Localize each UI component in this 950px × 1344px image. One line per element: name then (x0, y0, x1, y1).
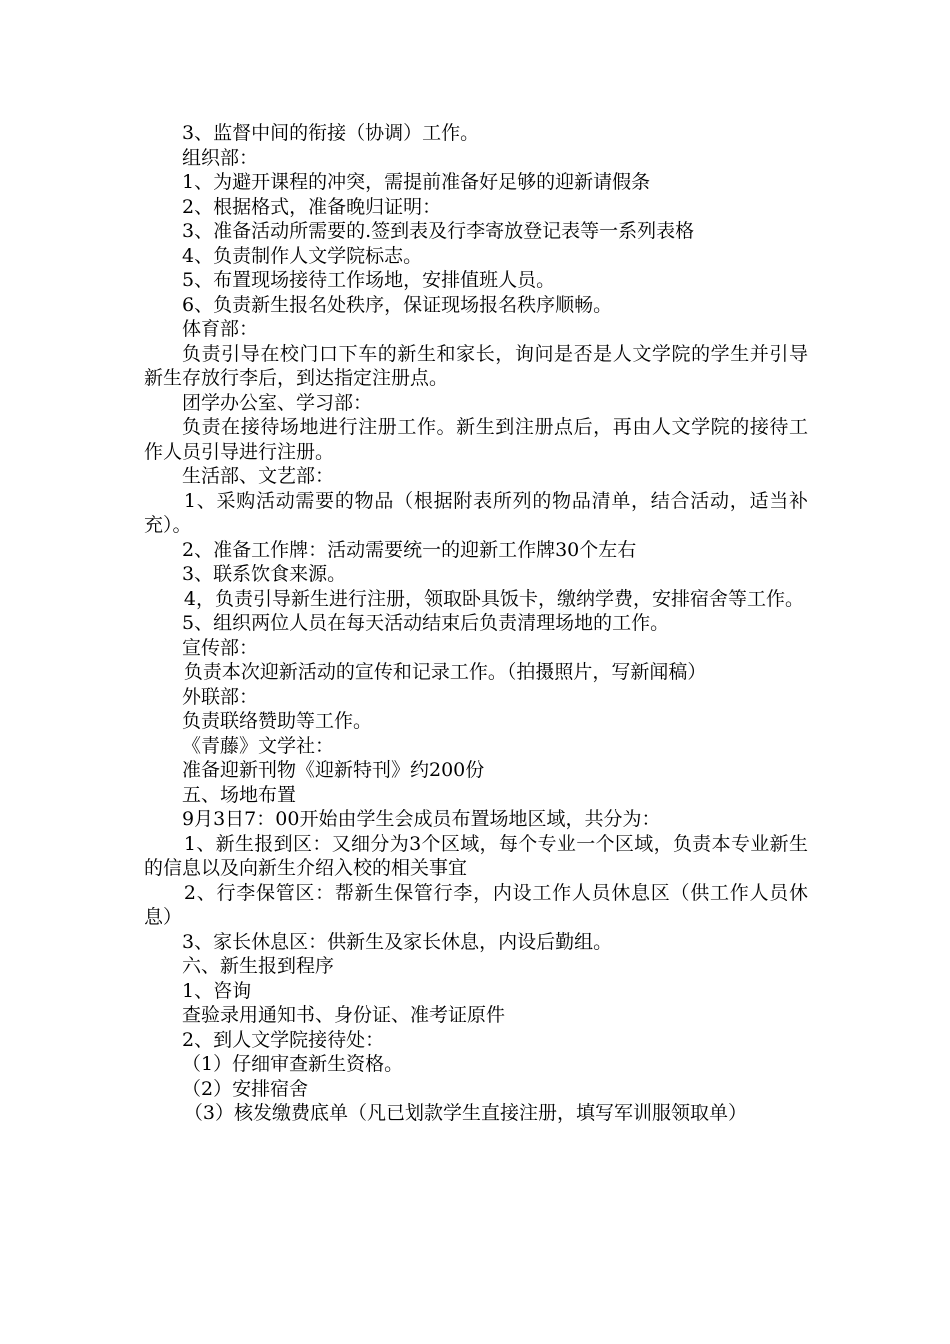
text-line: 5、布置现场接待工作场地，安排值班人员。 (182, 269, 556, 291)
text-line: 1、为避开课程的冲突，需提前准备好足够的迎新请假条 (182, 171, 651, 193)
text-line: 9月3日7：00开始由学生会成员布置场地区域，共分为： (182, 808, 661, 830)
text-line: 组织部： (182, 146, 259, 169)
text-line: 查验录用通知书、身份证、准考证原件 (182, 1004, 506, 1026)
text-line: （1）仔细审查新生资格。 (182, 1053, 404, 1075)
text-line: 2、根据格式，准备晚归证明： (182, 195, 442, 218)
text-line: 2、准备工作牌：活动需要统一的迎新工作牌30个左右 (182, 538, 637, 561)
text-line: 《青藤》文学社： (182, 734, 335, 757)
text-paragraph: 2、行李保管区：帮新生保管行李，内设工作人员休息区（供工作人员休息） (144, 881, 808, 928)
document-body (144, 121, 808, 1126)
text-paragraph: （3）核发缴费底单（凡已划款学生直接注册，填写军训服领取单） (183, 1102, 747, 1124)
text-line: 宣传部： (182, 636, 259, 659)
text-paragraph: 负责本次迎新活动的宣传和记录工作。（拍摄照片，写新闻稿） (183, 661, 707, 683)
text-line: 1、咨询 (182, 979, 252, 1002)
text-line: 3、监督中间的衔接（协调）工作。 (182, 122, 480, 144)
text-line: 六、新生报到程序 (182, 955, 335, 977)
text-line: （2）安排宿舍 (182, 1077, 309, 1100)
text-paragraph: 负责在接待场地进行注册工作。新生到注册点后，再由人文学院的接待工作人员引导进行注册。 (144, 416, 808, 463)
text-paragraph: 1、新生报到区：又细分为3个区域，每个专业一个区域，负责本专业新生的信息以及向新生介绍入校的相关事宜 (144, 832, 808, 879)
text-line: 6、负责新生报名处秩序，保证现场报名秩序顺畅。 (182, 293, 613, 316)
text-line: 体育部： (182, 318, 259, 340)
text-paragraph: 4，负责引导新生进行注册，领取卧具饭卡，缴纳学费，安排宿舍等工作。 (183, 587, 804, 610)
text-line: 五、场地布置 (182, 783, 297, 806)
text-line: 5、组织两位人员在每天活动结束后负责清理场地的工作。 (182, 612, 670, 634)
text-line: 3、准备活动所需要的.签到表及行李寄放登记表等一系列表格 (182, 220, 695, 242)
text-line: 3、家长休息区：供新生及家长休息，内设后勤组。 (182, 930, 613, 953)
text-line: 准备迎新刊物《迎新特刊》约200份 (182, 759, 485, 781)
text-line: 3、联系饮食来源。 (182, 563, 347, 585)
text-line: 团学办公室、学习部： (182, 391, 373, 414)
text-line: 外联部： (182, 685, 259, 708)
text-paragraph: 负责引导在校门口下车的新生和家长，询问是否是人文学院的学生并引导新生存放行李后，到达指定注册点。 (144, 342, 808, 389)
text-line: 生活部、文艺部： (182, 465, 335, 487)
text-line: 负责联络赞助等工作。 (182, 710, 373, 732)
text-paragraph: 1、采购活动需要的物品（根据附表所列的物品清单，结合活动，适当补充）。 (144, 489, 808, 536)
text-line: 2、到人文学院接待处： (182, 1028, 385, 1051)
text-line: 4、负责制作人文学院标志。 (182, 244, 423, 267)
